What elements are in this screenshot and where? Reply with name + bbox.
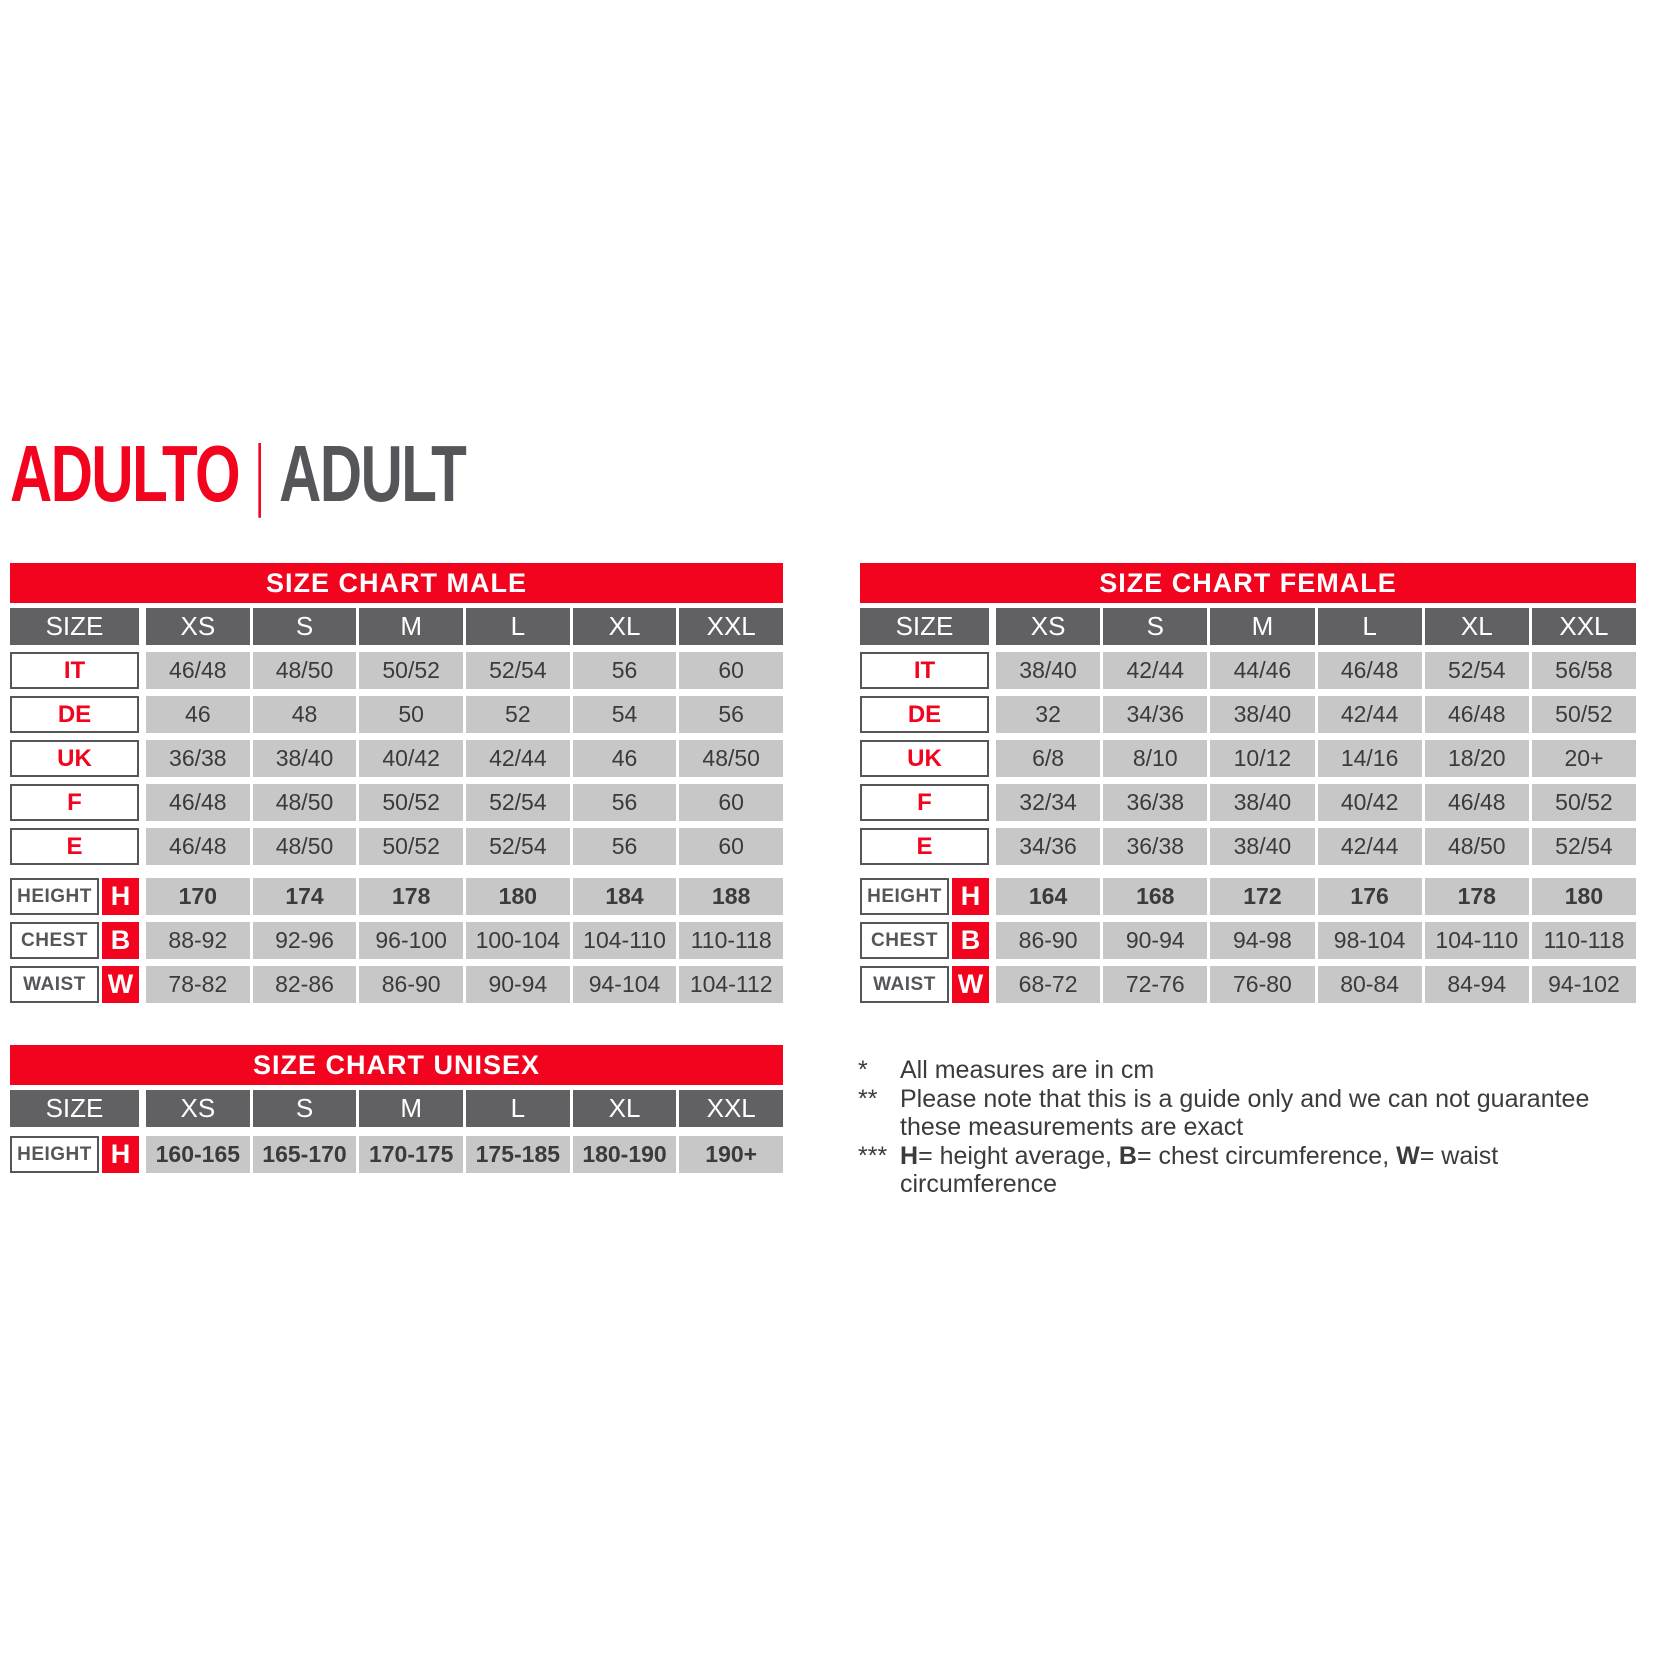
size-chart-female-table — [860, 563, 1636, 1003]
measure-cell: 110-118 — [1532, 922, 1636, 959]
size-row-e — [10, 828, 783, 865]
measure-cell: 96-100 — [359, 922, 463, 959]
size-cell: 48/50 — [253, 828, 357, 865]
column-header-row — [860, 608, 1636, 645]
size-cell: 40/42 — [359, 740, 463, 777]
footnote-marker: ** — [858, 1084, 878, 1113]
size-cell: 46/48 — [1425, 696, 1529, 733]
size-cell: 32 — [996, 696, 1100, 733]
row-label: E — [860, 828, 989, 865]
measure-cell: 104-110 — [573, 922, 677, 959]
footnote-segment: = height average, — [918, 1141, 1119, 1170]
measure-cell: 90-94 — [1103, 922, 1207, 959]
table-title: SIZE CHART MALE — [10, 563, 783, 603]
table-title: SIZE CHART FEMALE — [860, 563, 1636, 603]
measure-cell: 180-190 — [573, 1136, 677, 1173]
size-cell: 52/54 — [466, 652, 570, 689]
measure-cell: 94-98 — [1210, 922, 1314, 959]
measure-cell: 86-90 — [996, 922, 1100, 959]
footnote-segment: Please note that this is a guide only and we can not guarantee these measurements are exact — [900, 1084, 1590, 1141]
column-header-xxl: XXL — [679, 1090, 783, 1127]
footnote-marker: * — [858, 1056, 868, 1084]
measure-row-waist — [10, 966, 783, 1003]
measure-cell: 84-94 — [1425, 966, 1529, 1003]
footnote-line — [858, 1085, 1650, 1142]
column-headers — [146, 608, 783, 645]
measure-cell: 88-92 — [146, 922, 250, 959]
measure-cell: 190+ — [679, 1136, 783, 1173]
size-cell: 42/44 — [466, 740, 570, 777]
column-header-s: S — [1103, 608, 1207, 645]
measure-cell: 98-104 — [1318, 922, 1422, 959]
size-header-cell: SIZE — [10, 1090, 139, 1127]
measure-label-col — [10, 1136, 139, 1173]
column-header-l: L — [1318, 608, 1422, 645]
page-title-secondary: ADULT — [279, 429, 466, 518]
row-label: F — [860, 784, 989, 821]
row-label: UK — [860, 740, 989, 777]
size-cell: 60 — [679, 784, 783, 821]
size-cell: 44/46 — [1210, 652, 1314, 689]
size-cell: 42/44 — [1103, 652, 1207, 689]
measure-cell: 180 — [466, 878, 570, 915]
row-values — [146, 828, 783, 865]
row-label-col — [860, 828, 989, 865]
size-cell: 38/40 — [253, 740, 357, 777]
size-cell: 14/16 — [1318, 740, 1422, 777]
footnote-segment: B — [1118, 1141, 1137, 1170]
size-cell: 40/42 — [1318, 784, 1422, 821]
measure-values — [996, 878, 1636, 915]
size-chart-unisex-table — [10, 1045, 783, 1173]
size-header-col — [10, 1090, 139, 1127]
measure-letter-badge: B — [952, 922, 989, 959]
measure-cell: 94-104 — [573, 966, 677, 1003]
size-cell: 50/52 — [359, 784, 463, 821]
measure-cell: 104-110 — [1425, 922, 1529, 959]
measure-row-chest — [10, 922, 783, 959]
footnote-text — [900, 1085, 1650, 1142]
measure-label-col — [860, 966, 989, 1003]
row-label-col — [10, 696, 139, 733]
measure-cell: 86-90 — [359, 966, 463, 1003]
row-label: UK — [10, 740, 139, 777]
row-values — [996, 696, 1636, 733]
column-header-m: M — [359, 608, 463, 645]
size-chart-male-table — [10, 563, 783, 1003]
row-label: DE — [860, 696, 989, 733]
measure-values — [146, 922, 783, 959]
size-cell: 42/44 — [1318, 828, 1422, 865]
column-header-row — [10, 608, 783, 645]
size-cell: 50/52 — [1532, 784, 1636, 821]
row-label-col — [860, 652, 989, 689]
measure-cell: 188 — [679, 878, 783, 915]
footnote-segment: = chest circumference, — [1136, 1141, 1397, 1170]
size-cell: 38/40 — [996, 652, 1100, 689]
measure-cell: 68-72 — [996, 966, 1100, 1003]
column-header-xl: XL — [573, 1090, 677, 1127]
column-header-m: M — [1210, 608, 1314, 645]
size-cell: 50/52 — [359, 652, 463, 689]
row-values — [996, 828, 1636, 865]
measure-row-height — [10, 878, 783, 915]
size-cell: 38/40 — [1210, 784, 1314, 821]
size-cell: 56 — [679, 696, 783, 733]
size-row-de — [10, 696, 783, 733]
size-cell: 56/58 — [1532, 652, 1636, 689]
measure-row-height — [10, 1136, 783, 1173]
size-cell: 52 — [466, 696, 570, 733]
measure-cell: 90-94 — [466, 966, 570, 1003]
row-values — [996, 740, 1636, 777]
size-cell: 8/10 — [1103, 740, 1207, 777]
column-headers — [996, 608, 1636, 645]
row-label-col — [10, 784, 139, 821]
footnote-line — [858, 1056, 1650, 1085]
size-cell: 50 — [359, 696, 463, 733]
row-label-col — [10, 740, 139, 777]
column-header-l: L — [466, 608, 570, 645]
footnote-text — [900, 1056, 1650, 1085]
measure-values — [996, 966, 1636, 1003]
column-header-m: M — [359, 1090, 463, 1127]
size-cell: 36/38 — [146, 740, 250, 777]
measure-cell: 164 — [996, 878, 1100, 915]
size-cell: 36/38 — [1103, 828, 1207, 865]
footnote-segment: W — [1396, 1141, 1420, 1170]
measure-cell: 100-104 — [466, 922, 570, 959]
column-header-xl: XL — [573, 608, 677, 645]
size-header-cell: SIZE — [10, 608, 139, 645]
footnotes — [858, 1056, 1650, 1199]
size-cell: 34/36 — [996, 828, 1100, 865]
measure-label: CHEST — [10, 922, 99, 959]
measure-values — [146, 1136, 783, 1173]
size-cell: 46/48 — [146, 828, 250, 865]
size-header-col — [10, 608, 139, 645]
footnote-marker: *** — [858, 1141, 888, 1170]
measure-letter-badge: W — [952, 966, 989, 1003]
column-header-row — [10, 1090, 783, 1127]
size-cell: 60 — [679, 828, 783, 865]
size-cell: 60 — [679, 652, 783, 689]
row-label-col — [860, 740, 989, 777]
measure-cell: 165-170 — [253, 1136, 357, 1173]
size-cell: 56 — [573, 652, 677, 689]
measure-cell: 94-102 — [1532, 966, 1636, 1003]
measure-cell: 184 — [573, 878, 677, 915]
size-cell: 56 — [573, 784, 677, 821]
measure-values — [996, 922, 1636, 959]
measure-cell: 172 — [1210, 878, 1314, 915]
size-cell: 52/54 — [1425, 652, 1529, 689]
measure-cell: 168 — [1103, 878, 1207, 915]
row-label-col — [860, 784, 989, 821]
size-cell: 48/50 — [253, 652, 357, 689]
size-cell: 20+ — [1532, 740, 1636, 777]
size-row-de — [860, 696, 1636, 733]
row-label: IT — [860, 652, 989, 689]
row-values — [146, 740, 783, 777]
size-header-cell: SIZE — [860, 608, 989, 645]
row-label: DE — [10, 696, 139, 733]
column-header-l: L — [466, 1090, 570, 1127]
size-cell: 48/50 — [679, 740, 783, 777]
footnote-segment: H — [900, 1141, 919, 1170]
size-cell: 46 — [146, 696, 250, 733]
measure-label-col — [10, 878, 139, 915]
size-header-col — [860, 608, 989, 645]
column-headers — [146, 1090, 783, 1127]
size-cell: 48/50 — [1425, 828, 1529, 865]
measure-cell: 178 — [1425, 878, 1529, 915]
size-cell: 32/34 — [996, 784, 1100, 821]
size-row-it — [10, 652, 783, 689]
measure-cell: 174 — [253, 878, 357, 915]
measure-label-col — [860, 878, 989, 915]
measure-label: WAIST — [10, 966, 99, 1003]
size-cell: 48 — [253, 696, 357, 733]
footnote-line — [858, 1142, 1650, 1199]
measure-label: HEIGHT — [10, 1136, 99, 1173]
measure-cell: 176 — [1318, 878, 1422, 915]
measure-cell: 78-82 — [146, 966, 250, 1003]
row-label: F — [10, 784, 139, 821]
size-row-f — [10, 784, 783, 821]
measure-cell: 175-185 — [466, 1136, 570, 1173]
footnote-segment: = waist circumference — [900, 1141, 1499, 1198]
size-cell: 50/52 — [1532, 696, 1636, 733]
measure-cell: 178 — [359, 878, 463, 915]
size-cell: 52/54 — [466, 784, 570, 821]
size-cell: 36/38 — [1103, 784, 1207, 821]
table-title: SIZE CHART UNISEX — [10, 1045, 783, 1085]
measure-values — [146, 878, 783, 915]
measure-cell: 170 — [146, 878, 250, 915]
size-cell: 18/20 — [1425, 740, 1529, 777]
size-cell: 42/44 — [1318, 696, 1422, 733]
measure-row-chest — [860, 922, 1636, 959]
measure-cell: 170-175 — [359, 1136, 463, 1173]
measure-label: WAIST — [860, 966, 949, 1003]
size-row-uk — [860, 740, 1636, 777]
measure-label-col — [10, 966, 139, 1003]
measure-letter-badge: H — [952, 878, 989, 915]
size-cell: 54 — [573, 696, 677, 733]
size-row-f — [860, 784, 1636, 821]
size-cell: 46/48 — [1318, 652, 1422, 689]
measure-row-waist — [860, 966, 1636, 1003]
size-cell: 6/8 — [996, 740, 1100, 777]
size-cell: 46/48 — [146, 784, 250, 821]
measure-row-height — [860, 878, 1636, 915]
column-header-xs: XS — [146, 608, 250, 645]
row-values — [996, 784, 1636, 821]
row-values — [146, 784, 783, 821]
size-cell: 52/54 — [1532, 828, 1636, 865]
measure-label: CHEST — [860, 922, 949, 959]
size-cell: 38/40 — [1210, 828, 1314, 865]
measure-cell: 104-112 — [679, 966, 783, 1003]
measure-cell: 180 — [1532, 878, 1636, 915]
footnote-text — [900, 1142, 1650, 1199]
size-cell: 34/36 — [1103, 696, 1207, 733]
measure-cell: 76-80 — [1210, 966, 1314, 1003]
measure-cell: 92-96 — [253, 922, 357, 959]
size-row-it — [860, 652, 1636, 689]
row-label: E — [10, 828, 139, 865]
size-cell: 48/50 — [253, 784, 357, 821]
measure-letter-badge: W — [102, 966, 139, 1003]
column-header-s: S — [253, 1090, 357, 1127]
size-cell: 46 — [573, 740, 677, 777]
measure-cell: 110-118 — [679, 922, 783, 959]
size-cell: 10/12 — [1210, 740, 1314, 777]
size-cell: 56 — [573, 828, 677, 865]
column-header-xl: XL — [1425, 608, 1529, 645]
size-row-uk — [10, 740, 783, 777]
column-header-xxl: XXL — [1532, 608, 1636, 645]
row-label-col — [10, 828, 139, 865]
footnote-segment: All measures are in cm — [900, 1056, 1155, 1084]
size-cell: 46/48 — [146, 652, 250, 689]
measure-letter-badge: B — [102, 922, 139, 959]
page-title-separator: | — [255, 429, 263, 518]
measure-label-col — [10, 922, 139, 959]
row-values — [146, 652, 783, 689]
size-cell: 38/40 — [1210, 696, 1314, 733]
row-label-col — [10, 652, 139, 689]
measure-values — [146, 966, 783, 1003]
measure-letter-badge: H — [102, 1136, 139, 1173]
measure-label: HEIGHT — [860, 878, 949, 915]
size-row-e — [860, 828, 1636, 865]
page-title-primary: ADULTO — [10, 429, 240, 518]
size-cell: 50/52 — [359, 828, 463, 865]
size-cell: 46/48 — [1425, 784, 1529, 821]
column-header-xxl: XXL — [679, 608, 783, 645]
measure-cell: 72-76 — [1103, 966, 1207, 1003]
size-cell: 52/54 — [466, 828, 570, 865]
measure-letter-badge: H — [102, 878, 139, 915]
measure-label-col — [860, 922, 989, 959]
measure-cell: 82-86 — [253, 966, 357, 1003]
column-header-xs: XS — [146, 1090, 250, 1127]
row-values — [146, 696, 783, 733]
measure-cell: 160-165 — [146, 1136, 250, 1173]
measure-label: HEIGHT — [10, 878, 99, 915]
row-label: IT — [10, 652, 139, 689]
row-label-col — [860, 696, 989, 733]
row-values — [996, 652, 1636, 689]
column-header-s: S — [253, 608, 357, 645]
column-header-xs: XS — [996, 608, 1100, 645]
measure-cell: 80-84 — [1318, 966, 1422, 1003]
page-title — [10, 429, 466, 518]
